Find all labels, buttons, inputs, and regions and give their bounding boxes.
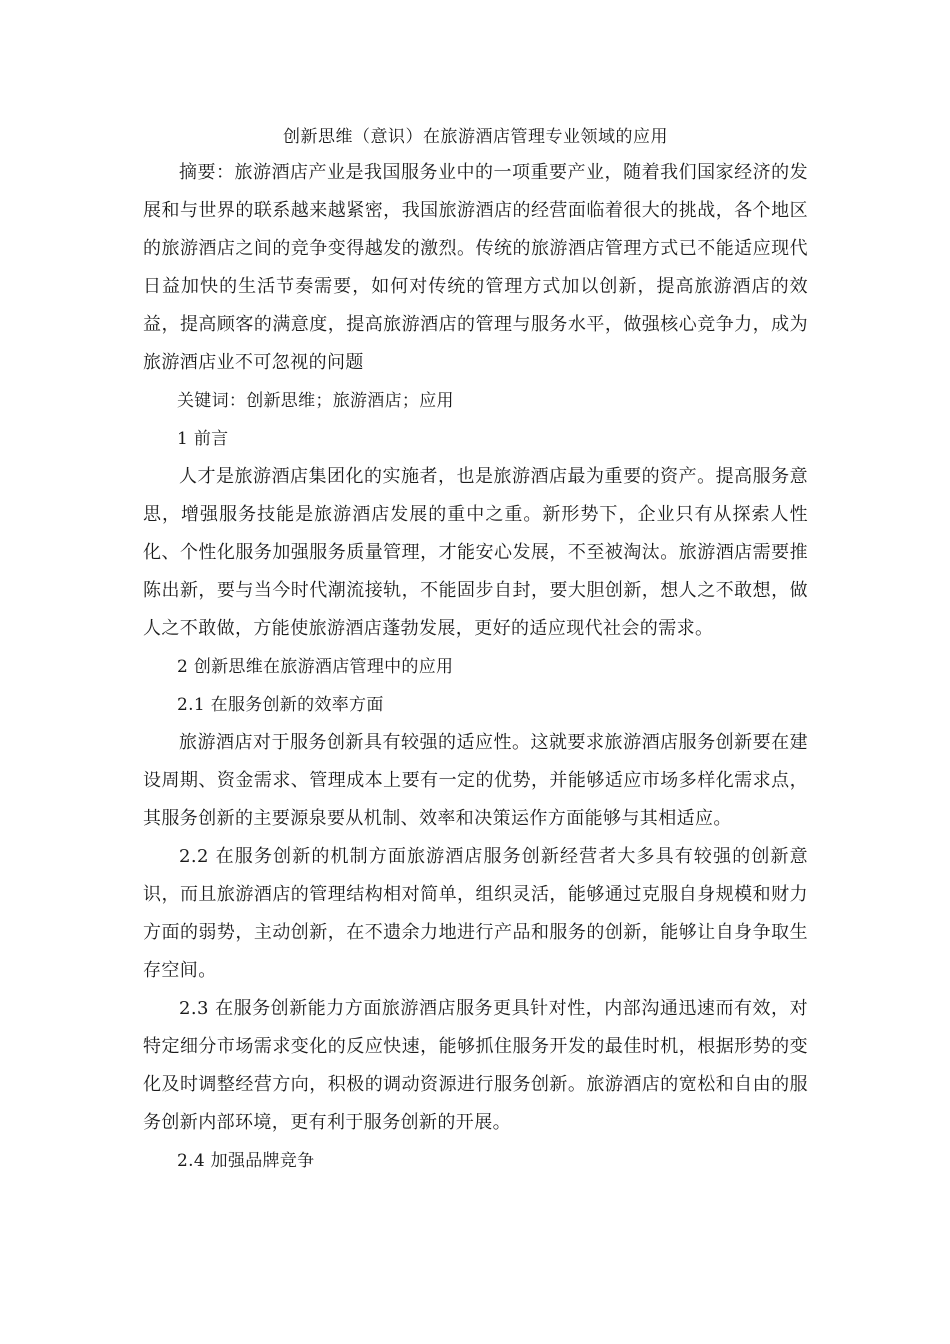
- section-2-1-heading: 2.1 在服务创新的效率方面: [177, 695, 384, 715]
- section-2-3-paragraph: 2.3 在服务创新能力方面旅游酒店服务更具针对性，内部沟通迅速而有效，对特定细分市场需求变化的反应快速，能够抓住服务开发的最佳时机，根据形势的变化及时调整经营方向，积极的调动资源进行服务创新。旅游酒店的宽松和自由的服务创新内部环境，更有利于服务创新的开展。: [143, 998, 808, 1133]
- document-title: 创新思维（意识）在旅游酒店管理专业领域的应用: [283, 127, 668, 147]
- keywords-line: 关键词：创新思维；旅游酒店；应用: [177, 391, 454, 411]
- section-2-2-paragraph: 2.2 在服务创新的机制方面旅游酒店服务创新经营者大多具有较强的创新意识，而且旅游酒店的管理结构相对简单，组织灵活，能够通过克服自身规模和财力方面的弱势，主动创新，在不遗余力地进行产品和服务的创新，能够让自身争取生存空间。: [143, 846, 808, 981]
- document-body: [143, 122, 808, 1180]
- section-1-heading: 1 前言: [177, 429, 229, 449]
- section-2-heading: 2 创新思维在旅游酒店管理中的应用: [177, 657, 454, 677]
- section-1-paragraph: 人才是旅游酒店集团化的实施者，也是旅游酒店最为重要的资产。提高服务意思，增强服务技能是旅游酒店发展的重中之重。新形势下，企业只有从探索人性化、个性化服务加强服务质量管理，才能安心发展，不至被淘汰。旅游酒店需要推陈出新，要与当今时代潮流接轨，不能固步自封，要大胆创新，想人之不敢想，做人之不敢做，方能使旅游酒店蓬勃发展，更好的适应现代社会的需求。: [143, 466, 808, 639]
- section-2-1-paragraph: 旅游酒店对于服务创新具有较强的适应性。这就要求旅游酒店服务创新要在建设周期、资金需求、管理成本上要有一定的优势，并能够适应市场多样化需求点，其服务创新的主要源泉要从机制、效率和决策运作方面能够与其相适应。: [143, 732, 808, 829]
- section-2-4-heading: 2.4 加强品牌竞争: [177, 1151, 315, 1171]
- abstract-paragraph: 摘要：旅游酒店产业是我国服务业中的一项重要产业，随着我们国家经济的发展和与世界的联系越来越紧密，我国旅游酒店的经营面临着很大的挑战，各个地区的旅游酒店之间的竞争变得越发的激烈。传统的旅游酒店管理方式已不能适应现代日益加快的生活节奏需要，如何对传统的管理方式加以创新，提高旅游酒店的效益，提高顾客的满意度，提高旅游酒店的管理与服务水平，做强核心竞争力，成为旅游酒店业不可忽视的问题: [143, 162, 808, 373]
